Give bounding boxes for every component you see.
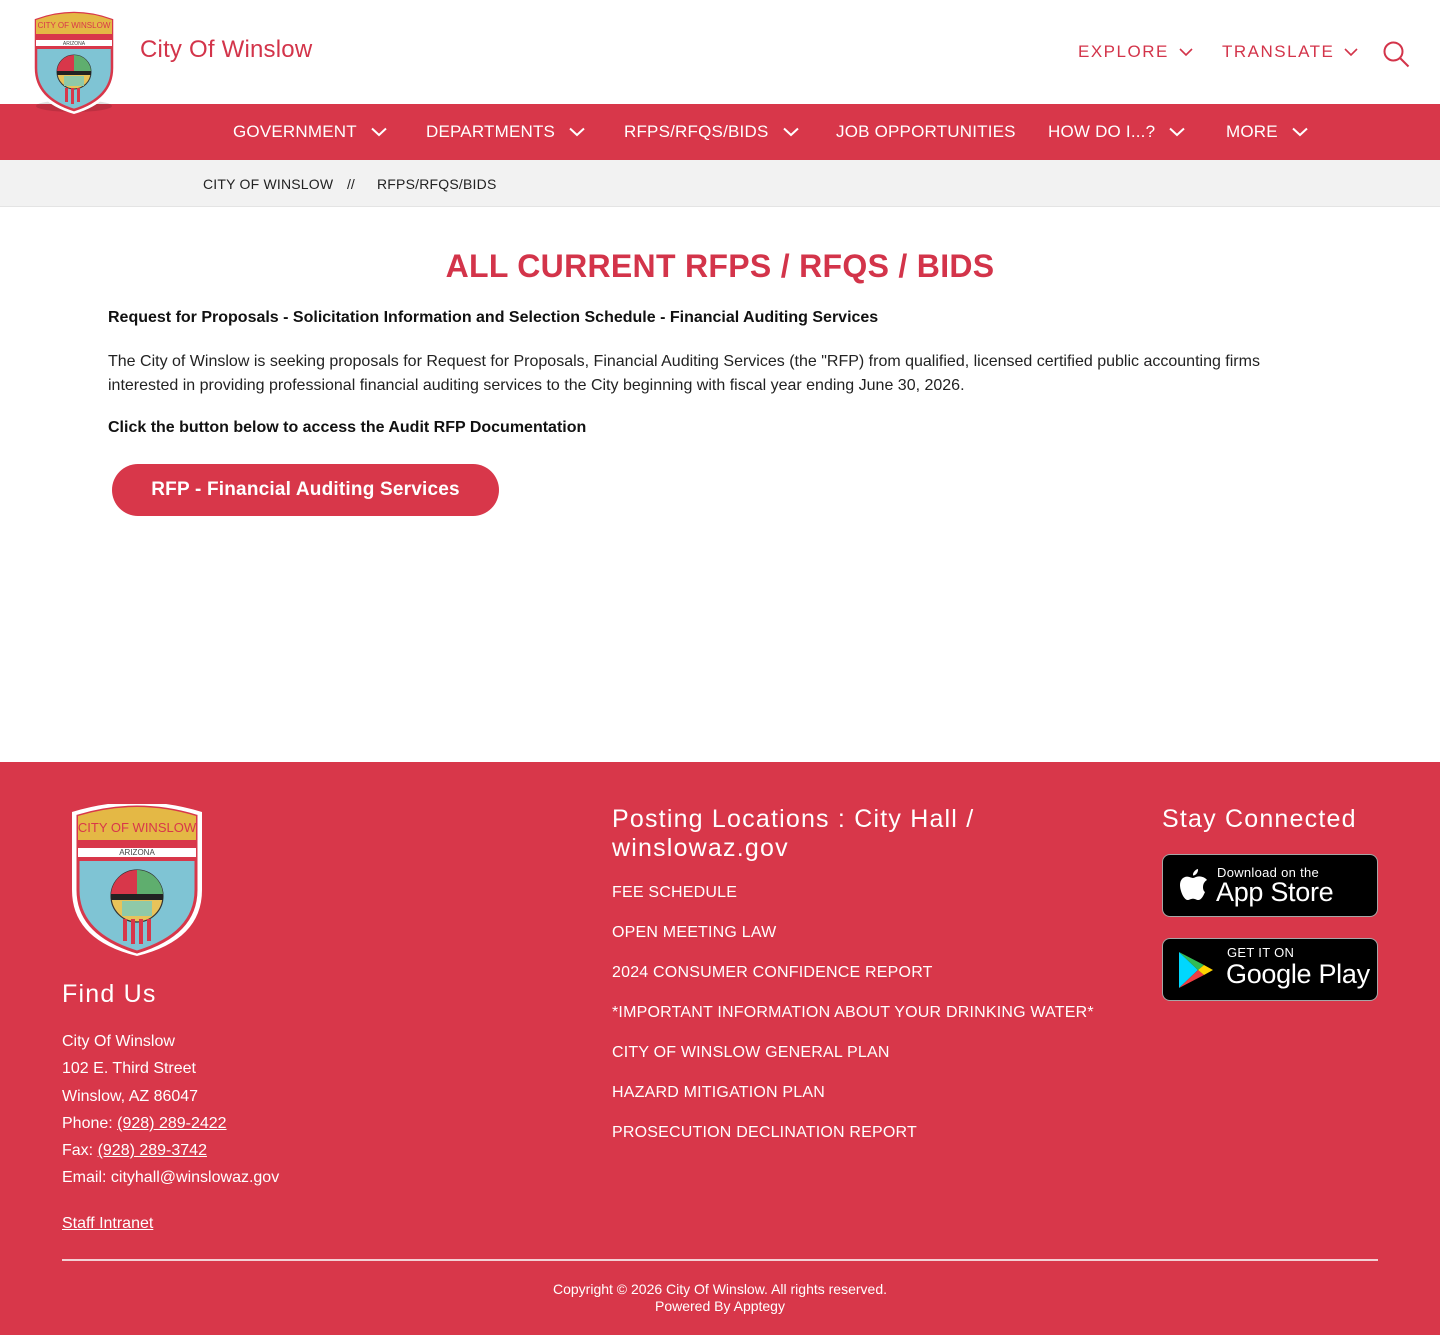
- fax-label: Fax:: [62, 1142, 98, 1160]
- chevron-down-icon: [783, 127, 799, 137]
- apple-icon: [1177, 867, 1209, 905]
- app-store-badge[interactable]: [1162, 854, 1378, 917]
- address-email: Email: cityhall@winslowaz.gov: [62, 1169, 280, 1187]
- footer-link-prosecution-declination-report[interactable]: PROSECUTION DECLINATION REPORT: [612, 1124, 917, 1141]
- footer-city-seal-logo: [70, 804, 204, 956]
- nav-item-job-opportunities[interactable]: [836, 104, 1016, 160]
- breadcrumb: [0, 160, 1440, 207]
- explore-label: EXPLORE: [1078, 42, 1169, 61]
- address-block: [62, 1028, 279, 1192]
- breadcrumb-current: RFPS/RFQS/BIDS: [377, 176, 497, 192]
- find-us-heading: Find Us: [62, 980, 157, 1008]
- footer-link-consumer-confidence-report[interactable]: 2024 CONSUMER CONFIDENCE REPORT: [612, 964, 933, 981]
- footer-link-general-plan[interactable]: CITY OF WINSLOW GENERAL PLAN: [612, 1044, 890, 1061]
- site-header: [0, 0, 1440, 104]
- search-icon[interactable]: [1382, 40, 1410, 68]
- translate-menu[interactable]: [1222, 42, 1358, 62]
- posting-locations-heading: Posting Locations : City Hall / winslowaz.gov: [612, 805, 975, 862]
- nav-item-how-do-i[interactable]: [1048, 104, 1185, 160]
- rfp-heading: Request for Proposals - Solicitation Information and Selection Schedule - Financial Auditing Services: [108, 309, 879, 326]
- footer-link-drinking-water-info[interactable]: *IMPORTANT INFORMATION ABOUT YOUR DRINKING WATER*: [612, 1004, 1094, 1021]
- footer-link-open-meeting-law[interactable]: OPEN MEETING LAW: [612, 924, 777, 941]
- address-street: 102 E. Third Street: [62, 1060, 196, 1078]
- address-city: Winslow, AZ 86047: [62, 1087, 199, 1105]
- google-play-big-text: Google Play: [1226, 959, 1370, 989]
- svg-text:CITY OF WINSLOW: CITY OF WINSLOW: [77, 820, 197, 835]
- site-footer: [0, 762, 1440, 1335]
- chevron-down-icon: [371, 127, 387, 137]
- google-play-icon: [1176, 950, 1216, 990]
- copyright: [0, 1281, 1440, 1315]
- chevron-down-icon: [1179, 48, 1193, 57]
- address-fax: [62, 1137, 279, 1164]
- staff-intranet-link[interactable]: Staff Intranet: [62, 1215, 154, 1232]
- footer-link-fee-schedule[interactable]: FEE SCHEDULE: [612, 884, 738, 901]
- footer-links: [612, 884, 1094, 1164]
- phone-label: Phone:: [62, 1114, 118, 1132]
- fax-link[interactable]: (928) 289-3742: [97, 1142, 207, 1160]
- app-store-small-text: Download on the: [1217, 865, 1320, 880]
- google-play-small-text: GET IT ON: [1227, 945, 1295, 960]
- breadcrumb-separator: //: [347, 176, 355, 192]
- footer-divider: [62, 1259, 1378, 1261]
- explore-menu[interactable]: [1078, 42, 1193, 62]
- main-navigation: [0, 104, 1440, 160]
- phone-link[interactable]: (928) 289-2422: [117, 1114, 227, 1132]
- svg-text:CITY OF WINSLOW: CITY OF WINSLOW: [37, 21, 111, 30]
- nav-item-label: HOW DO I...?: [1048, 122, 1156, 141]
- google-play-badge[interactable]: [1162, 938, 1378, 1001]
- svg-text:ARIZONA: ARIZONA: [119, 848, 155, 857]
- powered-by-text[interactable]: Powered By Apptegy: [655, 1298, 785, 1314]
- address-name: City Of Winslow: [62, 1033, 175, 1050]
- nav-item-label: GOVERNMENT: [233, 122, 357, 141]
- rfp-instructions: Click the button below to access the Audit RFP Documentation: [108, 419, 587, 436]
- breadcrumb-home-link[interactable]: CITY OF WINSLOW: [203, 176, 334, 192]
- chevron-down-icon: [1169, 127, 1185, 137]
- chevron-down-icon: [1344, 48, 1358, 57]
- nav-item-more[interactable]: [1226, 104, 1308, 160]
- rfp-financial-auditing-button[interactable]: RFP - Financial Auditing Services: [112, 464, 499, 516]
- nav-item-government[interactable]: [233, 104, 387, 160]
- nav-item-label: RFPS/RFQS/BIDS: [624, 122, 769, 141]
- rfp-description: The City of Winslow is seeking proposals for Request for Proposals, Financial Auditing Services (the "RFP) from qualified, licensed certified public accounting firms interested in providing professional financial auditing services to the City beginning with fiscal year ending June 30, 2026.: [108, 353, 1260, 394]
- chevron-down-icon: [569, 127, 585, 137]
- site-name[interactable]: City Of Winslow: [140, 36, 313, 63]
- page-title: ALL CURRENT RFPS / RFQS / BIDS: [445, 248, 995, 284]
- footer-link-hazard-mitigation-plan[interactable]: HAZARD MITIGATION PLAN: [612, 1084, 826, 1101]
- copyright-text: Copyright © 2026 City Of Winslow. All rights reserved.: [553, 1281, 887, 1297]
- nav-item-rfps[interactable]: [624, 104, 799, 160]
- nav-item-label: DEPARTMENTS: [426, 122, 556, 141]
- city-seal-logo[interactable]: [28, 10, 120, 114]
- svg-text:ARIZONA: ARIZONA: [62, 41, 86, 47]
- address-phone: [62, 1110, 279, 1137]
- nav-item-label: MORE: [1226, 122, 1278, 141]
- nav-item-label: JOB OPPORTUNITIES: [836, 122, 1016, 141]
- stay-connected-heading: Stay Connected: [1162, 805, 1357, 833]
- nav-item-departments[interactable]: [426, 104, 585, 160]
- chevron-down-icon: [1292, 127, 1308, 137]
- translate-label: TRANSLATE: [1222, 42, 1335, 61]
- app-store-big-text: App Store: [1216, 877, 1334, 907]
